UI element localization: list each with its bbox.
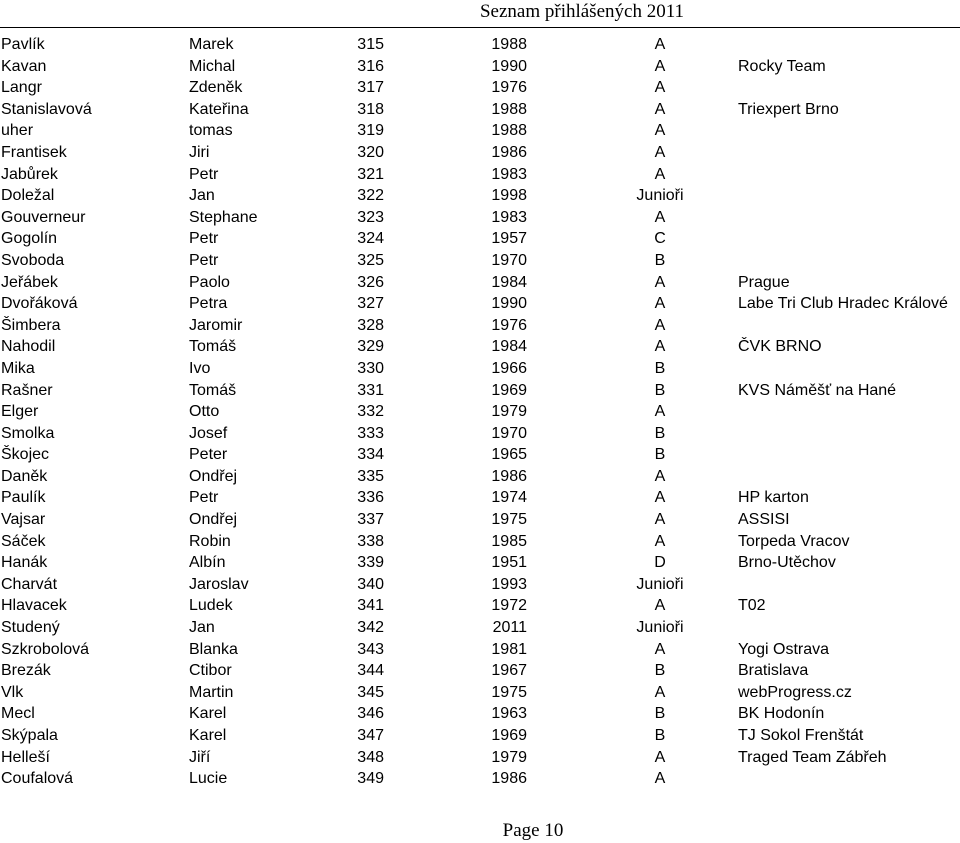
start-number-cell: 317 <box>357 79 384 97</box>
last-name-cell: Kavan <box>1 57 47 75</box>
category-cell: B <box>654 359 666 377</box>
birth-year-cell: 1969 <box>491 727 527 744</box>
last-name-cell: Brezák <box>1 662 51 680</box>
last-name-cell: Paulík <box>1 489 46 507</box>
table-row <box>0 250 960 272</box>
birth-year-cell: 1990 <box>491 57 527 75</box>
birth-year-cell: 1983 <box>491 165 527 183</box>
first-name-cell: Zdeněk <box>189 79 243 97</box>
club-cell: TJ Sokol Frenštát <box>738 727 864 744</box>
table-row <box>0 120 960 142</box>
club-cell: T02 <box>738 597 766 615</box>
first-name-cell: Michal <box>189 57 236 75</box>
category-cell: A <box>654 36 666 53</box>
last-name-cell: Vajsar <box>1 511 46 529</box>
start-number-cell: 332 <box>357 403 384 421</box>
birth-year-cell: 1967 <box>491 662 527 680</box>
category-cell: C <box>654 230 666 248</box>
last-name-cell: Hlavacek <box>1 597 67 615</box>
birth-year-cell: 1970 <box>491 251 527 269</box>
first-name-cell: Kateřina <box>189 100 249 118</box>
club-cell: Triexpert Brno <box>738 100 839 118</box>
birth-year-cell: 1988 <box>491 122 527 140</box>
last-name-cell: Doležal <box>1 187 55 205</box>
category-cell: B <box>654 446 666 464</box>
start-number-cell: 347 <box>357 727 384 744</box>
first-name-cell: Jiri <box>189 143 210 161</box>
category-cell: A <box>654 273 666 291</box>
club-cell: Traged Team Zábřeh <box>738 748 887 766</box>
birth-year-cell: 1986 <box>491 143 527 161</box>
last-name-cell: Rašner <box>1 381 53 399</box>
last-name-cell: Pavlík <box>1 36 45 53</box>
last-name-cell: Elger <box>1 403 39 421</box>
category-cell: Junioři <box>636 619 684 637</box>
first-name-cell: Ondřej <box>189 511 238 529</box>
table-row <box>0 77 960 99</box>
category-cell: A <box>654 511 666 529</box>
start-number-cell: 337 <box>357 511 384 529</box>
club-cell: webProgress.cz <box>738 683 852 701</box>
birth-year-cell: 1988 <box>491 36 527 53</box>
club-cell: ASSISI <box>738 511 790 529</box>
last-name-cell: Frantisek <box>1 143 67 161</box>
start-number-cell: 341 <box>357 597 384 615</box>
start-number-cell: 344 <box>357 662 384 680</box>
table-row <box>0 56 960 78</box>
start-number-cell: 326 <box>357 273 384 291</box>
club-cell: HP karton <box>738 489 809 507</box>
birth-year-cell: 1975 <box>491 683 527 701</box>
last-name-cell: Jeřábek <box>1 273 58 291</box>
first-name-cell: Marek <box>189 36 234 53</box>
club-cell: Rocky Team <box>738 57 826 75</box>
start-number-cell: 336 <box>357 489 384 507</box>
last-name-cell: Daněk <box>1 467 48 485</box>
start-number-cell: 318 <box>357 100 384 118</box>
first-name-cell: Ondřej <box>189 467 238 485</box>
first-name-cell: Lucie <box>189 770 228 788</box>
last-name-cell: Gouverneur <box>1 208 86 226</box>
table-row <box>0 272 960 294</box>
start-number-cell: 328 <box>357 316 384 334</box>
birth-year-cell: 1990 <box>491 295 527 313</box>
start-number-cell: 315 <box>357 36 384 53</box>
start-number-cell: 349 <box>357 770 384 788</box>
table-row <box>0 423 960 445</box>
birth-year-cell: 1957 <box>491 230 527 248</box>
last-name-cell: Vlk <box>1 683 24 701</box>
category-cell: A <box>654 57 666 75</box>
birth-year-cell: 1979 <box>491 748 527 766</box>
birth-year-cell: 1979 <box>491 403 527 421</box>
category-cell: B <box>654 662 666 680</box>
table-row <box>0 34 960 56</box>
last-name-cell: Gogolín <box>1 230 58 248</box>
category-cell: A <box>654 316 666 334</box>
category-cell: A <box>654 208 666 226</box>
club-cell: Brno-Utěchov <box>738 554 836 572</box>
first-name-cell: Jiří <box>189 748 211 766</box>
category-cell: A <box>654 100 666 118</box>
club-cell: Prague <box>738 273 790 291</box>
birth-year-cell: 1976 <box>491 316 527 334</box>
category-cell: A <box>654 640 666 658</box>
first-name-cell: Petr <box>189 251 219 269</box>
first-name-cell: Ivo <box>189 359 211 377</box>
birth-year-cell: 1969 <box>491 381 527 399</box>
start-number-cell: 339 <box>357 554 384 572</box>
club-cell: KVS Náměšť na Hané <box>738 381 897 399</box>
registrants-table <box>0 34 960 790</box>
table-row <box>0 617 960 639</box>
start-number-cell: 342 <box>357 619 384 637</box>
last-name-cell: Svoboda <box>1 251 65 269</box>
birth-year-cell: 1981 <box>491 640 527 658</box>
first-name-cell: Jan <box>189 619 215 637</box>
club-cell: Torpeda Vracov <box>738 532 850 550</box>
table-row <box>0 682 960 704</box>
last-name-cell: Sáček <box>1 532 46 550</box>
first-name-cell: Jaromir <box>189 316 243 334</box>
first-name-cell: Karel <box>189 705 227 723</box>
club-cell: Yogi Ostrava <box>738 640 830 658</box>
last-name-cell: Hanák <box>1 554 48 572</box>
start-number-cell: 327 <box>357 295 384 313</box>
first-name-cell: Petr <box>189 489 219 507</box>
last-name-cell: Szkrobolová <box>1 640 90 658</box>
last-name-cell: Jabůrek <box>1 165 58 183</box>
birth-year-cell: 1983 <box>491 208 527 226</box>
last-name-cell: Dvořáková <box>1 295 78 313</box>
table-row <box>0 185 960 207</box>
last-name-cell: Skýpala <box>1 727 58 744</box>
table-row <box>0 531 960 553</box>
birth-year-cell: 1963 <box>491 705 527 723</box>
category-cell: B <box>654 727 666 744</box>
category-cell: A <box>654 295 666 313</box>
table-row <box>0 315 960 337</box>
first-name-cell: Martin <box>189 683 234 701</box>
table-row <box>0 725 960 747</box>
birth-year-cell: 2011 <box>492 619 527 637</box>
first-name-cell: Jan <box>189 187 215 205</box>
table-row <box>0 444 960 466</box>
category-cell: A <box>654 683 666 701</box>
last-name-cell: Stanislavová <box>1 100 92 118</box>
category-cell: A <box>654 338 666 356</box>
first-name-cell: Ctibor <box>189 662 232 680</box>
first-name-cell: Paolo <box>189 273 230 291</box>
club-cell: Labe Tri Club Hradec Králové <box>738 295 948 313</box>
start-number-cell: 330 <box>357 359 384 377</box>
last-name-cell: Mika <box>1 359 35 377</box>
first-name-cell: Blanka <box>189 640 238 658</box>
category-cell: Junioři <box>636 575 684 593</box>
table-row <box>0 595 960 617</box>
last-name-cell: Smolka <box>1 424 55 442</box>
birth-year-cell: 1984 <box>491 338 527 356</box>
page-number: Page 10 <box>502 820 564 841</box>
category-cell: B <box>654 251 666 269</box>
birth-year-cell: 1974 <box>491 489 527 507</box>
last-name-cell: uher <box>1 122 34 140</box>
table-row <box>0 358 960 380</box>
start-number-cell: 320 <box>357 143 384 161</box>
last-name-cell: Nahodil <box>1 338 56 356</box>
category-cell: Junioři <box>636 187 684 205</box>
birth-year-cell: 1972 <box>491 597 527 615</box>
last-name-cell: Charvát <box>1 575 58 593</box>
first-name-cell: Peter <box>189 446 228 464</box>
page-header-title: Seznam přihlášených 2011 <box>479 1 684 22</box>
club-cell: ČVK BRNO <box>738 338 822 356</box>
last-name-cell: Mecl <box>1 705 35 723</box>
birth-year-cell: 1986 <box>491 467 527 485</box>
first-name-cell: Stephane <box>189 208 258 226</box>
header-rule <box>0 27 960 28</box>
birth-year-cell: 1966 <box>491 359 527 377</box>
category-cell: A <box>654 143 666 161</box>
start-number-cell: 322 <box>357 187 384 205</box>
table-row <box>0 552 960 574</box>
birth-year-cell: 1993 <box>491 575 527 593</box>
table-row <box>0 380 960 402</box>
category-cell: B <box>654 424 666 442</box>
category-cell: A <box>654 532 666 550</box>
birth-year-cell: 1988 <box>491 100 527 118</box>
first-name-cell: Petra <box>189 295 228 313</box>
start-number-cell: 325 <box>357 251 384 269</box>
start-number-cell: 323 <box>357 208 384 226</box>
table-row <box>0 336 960 358</box>
start-number-cell: 316 <box>357 57 384 75</box>
birth-year-cell: 1985 <box>491 532 527 550</box>
category-cell: A <box>654 403 666 421</box>
table-row <box>0 747 960 769</box>
table-row <box>0 293 960 315</box>
category-cell: A <box>654 489 666 507</box>
last-name-cell: Studený <box>1 619 60 637</box>
table-row <box>0 401 960 423</box>
start-number-cell: 334 <box>357 446 384 464</box>
table-row <box>0 574 960 596</box>
table-row <box>0 660 960 682</box>
first-name-cell: Otto <box>189 403 220 421</box>
first-name-cell: Petr <box>189 230 219 248</box>
table-row <box>0 228 960 250</box>
birth-year-cell: 1975 <box>491 511 527 529</box>
category-cell: A <box>654 597 666 615</box>
start-number-cell: 340 <box>357 575 384 593</box>
start-number-cell: 345 <box>357 683 384 701</box>
birth-year-cell: 1970 <box>491 424 527 442</box>
start-number-cell: 329 <box>357 338 384 356</box>
last-name-cell: Helleší <box>1 748 50 766</box>
start-number-cell: 348 <box>357 748 384 766</box>
table-row <box>0 639 960 661</box>
category-cell: B <box>654 381 666 399</box>
table-row <box>0 509 960 531</box>
table-row <box>0 99 960 121</box>
category-cell: B <box>654 705 666 723</box>
table-row <box>0 164 960 186</box>
start-number-cell: 335 <box>357 467 384 485</box>
birth-year-cell: 1986 <box>491 770 527 788</box>
first-name-cell: Robin <box>189 532 231 550</box>
table-row <box>0 207 960 229</box>
birth-year-cell: 1965 <box>491 446 527 464</box>
birth-year-cell: 1998 <box>491 187 527 205</box>
first-name-cell: Petr <box>189 165 219 183</box>
birth-year-cell: 1984 <box>491 273 527 291</box>
first-name-cell: Jaroslav <box>189 575 249 593</box>
last-name-cell: Škojec <box>1 446 50 464</box>
start-number-cell: 333 <box>357 424 384 442</box>
category-cell: A <box>654 165 666 183</box>
table-row <box>0 142 960 164</box>
first-name-cell: Ludek <box>189 597 233 615</box>
club-cell: Bratislava <box>738 662 809 680</box>
first-name-cell: Josef <box>189 424 228 442</box>
first-name-cell: Tomáš <box>189 338 237 356</box>
first-name-cell: Karel <box>189 727 227 744</box>
start-number-cell: 331 <box>357 381 384 399</box>
last-name-cell: Coufalová <box>1 770 74 788</box>
category-cell: A <box>654 748 666 766</box>
category-cell: A <box>654 79 666 97</box>
start-number-cell: 338 <box>357 532 384 550</box>
last-name-cell: Langr <box>1 79 42 97</box>
table-row <box>0 487 960 509</box>
first-name-cell: Albín <box>189 554 226 572</box>
start-number-cell: 346 <box>357 705 384 723</box>
table-row <box>0 466 960 488</box>
table-row <box>0 703 960 725</box>
start-number-cell: 319 <box>357 122 384 140</box>
start-number-cell: 321 <box>357 165 384 183</box>
last-name-cell: Šimbera <box>1 316 61 334</box>
start-number-cell: 343 <box>357 640 384 658</box>
first-name-cell: tomas <box>189 122 233 140</box>
category-cell: A <box>654 467 666 485</box>
birth-year-cell: 1976 <box>491 79 527 97</box>
category-cell: A <box>654 122 666 140</box>
category-cell: A <box>654 770 666 788</box>
birth-year-cell: 1951 <box>491 554 527 572</box>
start-number-cell: 324 <box>357 230 384 248</box>
table-row <box>0 768 960 790</box>
first-name-cell: Tomáš <box>189 381 237 399</box>
category-cell: D <box>654 554 666 572</box>
club-cell: BK Hodonín <box>738 705 825 723</box>
